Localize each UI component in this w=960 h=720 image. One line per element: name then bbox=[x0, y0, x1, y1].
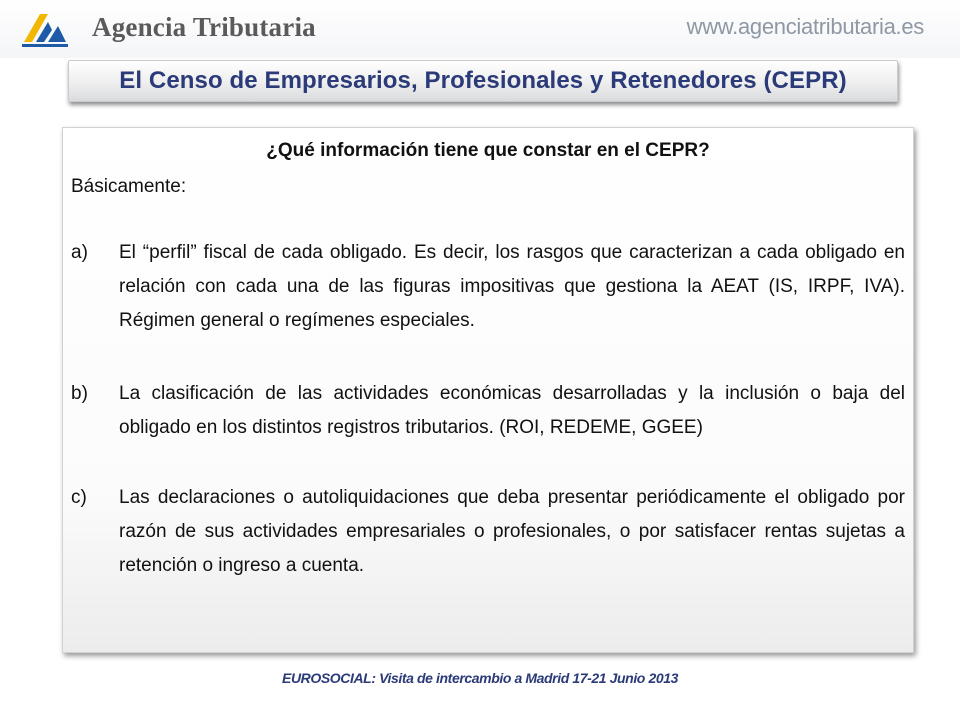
list-item-a bbox=[71, 236, 905, 338]
header-bar bbox=[0, 0, 960, 58]
org-name: Agencia Tributaria bbox=[92, 12, 316, 42]
list-item-text: La clasificación de las actividades económicas desarrolladas y la inclusión o baja del obligado en los distintos registros tributarios. (ROI, REDEME, GGEE) bbox=[119, 383, 905, 438]
list-item-c bbox=[71, 481, 905, 583]
site-url: www.agenciatributaria.es bbox=[686, 14, 924, 39]
slide-title: El Censo de Empresarios, Profesionales y Retenedores (CEPR) bbox=[119, 67, 847, 94]
panel-question: ¿Qué información tiene que constar en el CEPR? bbox=[266, 140, 710, 161]
panel-intro: Básicamente: bbox=[71, 176, 187, 197]
slide-title-bar bbox=[68, 60, 898, 102]
list-marker: a) bbox=[71, 242, 88, 263]
footer-caption: EUROSOCIAL: Visita de intercambio a Madrid 17-21 Junio 2013 bbox=[282, 670, 678, 686]
list-item-b bbox=[71, 377, 905, 445]
list-item-text: El “perfil” fiscal de cada obligado. Es decir, los rasgos que caracterizan a cada obligado en relación con cada una de las figuras impositivas que gestiona la AEAT (IS, IRPF, IVA). Régimen general o regímenes especiales. bbox=[119, 242, 905, 331]
list-marker: b) bbox=[71, 383, 88, 404]
agencia-tributaria-logo-icon bbox=[18, 10, 72, 50]
content-panel bbox=[62, 127, 914, 653]
list-item-text: Las declaraciones o autoliquidaciones que deba presentar periódicamente el obligado por razón de sus actividades empresariales o profesionales, o por satisfacer rentas sujetas a retención o ingreso a cuenta. bbox=[119, 487, 905, 576]
list-marker: c) bbox=[71, 487, 87, 508]
